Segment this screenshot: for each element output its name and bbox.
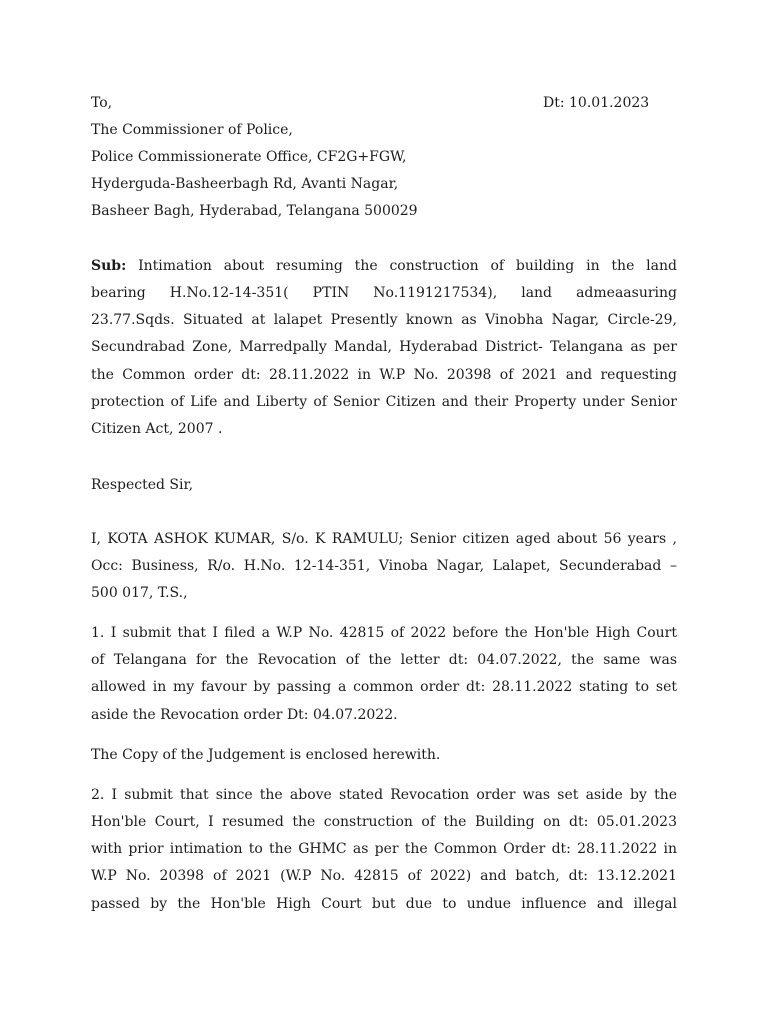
para1-line: of Telangana for the Revocation of the letter dt: 04.07.2022, the same was: [91, 652, 677, 668]
subject-line: protection of Life and Liberty of Senior Citizen and their Property under Senior: [91, 394, 677, 410]
to-line: To,: [91, 95, 113, 111]
para2-line: Hon'ble Court, I resumed the construction of the Building on dt: 05.01.2023: [91, 814, 677, 830]
subject-line: Secundrabad Zone, Marredpally Mandal, Hyderabad District- Telangana as per: [91, 339, 677, 355]
para1-line: allowed in my favour by passing a common order dt: 28.11.2022 stating to set: [91, 679, 677, 695]
subject-line: the Common order dt: 28.11.2022 in W.P No. 20398 of 2021 and requesting: [91, 367, 677, 383]
address-line: The Commissioner of Police,: [91, 122, 293, 138]
copy-note: The Copy of the Judgement is enclosed herewith.: [91, 747, 441, 763]
para1-line: 1. I submit that I filed a W.P No. 42815 of 2022 before the Hon'ble High Court: [91, 625, 677, 641]
intro-line: 500 017, T.S.,: [91, 585, 188, 601]
address-line: Basheer Bagh, Hyderabad, Telangana 500029: [91, 203, 418, 219]
address-line: Police Commissionerate Office, CF2G+FGW,: [91, 149, 407, 165]
para2-line: passed by the Hon'ble High Court but due to undue influence and illegal: [91, 896, 677, 912]
para2-line: with prior intimation to the GHMC as per the Common Order dt: 28.11.2022 in: [91, 841, 677, 857]
subject-text: Intimation about resuming the construction of building in the land: [126, 258, 677, 274]
subject-line: bearing H.No.12-14-351( PTIN No.1191217534), land admeaasuring: [91, 285, 677, 301]
subject-line: Citizen Act, 2007 .: [91, 421, 223, 437]
address-line: Hyderguda-Basheerbagh Rd, Avanti Nagar,: [91, 176, 399, 192]
intro-line: I, KOTA ASHOK KUMAR, S/o. K RAMULU; Senior citizen aged about 56 years ,: [91, 531, 677, 547]
para2-line: W.P No. 20398 of 2021 (W.P No. 42815 of 2022) and batch, dt: 13.12.2021: [91, 868, 677, 884]
salutation: Respected Sir,: [91, 477, 194, 493]
intro-line: Occ: Business, R/o. H.No. 12-14-351, Vinoba Nagar, Lalapet, Secunderabad –: [91, 558, 677, 574]
subject-line: [91, 257, 677, 275]
subject-label: Sub:: [91, 258, 127, 274]
subject-line: 23.77.Sqds. Situated at lalapet Presently known as Vinobha Nagar, Circle-29,: [91, 312, 677, 328]
para1-line: aside the Revocation order Dt: 04.07.2022.: [91, 707, 398, 723]
para2-line: 2. I submit that since the above stated Revocation order was set aside by the: [91, 787, 677, 803]
letter-date: Dt: 10.01.2023: [543, 95, 650, 111]
